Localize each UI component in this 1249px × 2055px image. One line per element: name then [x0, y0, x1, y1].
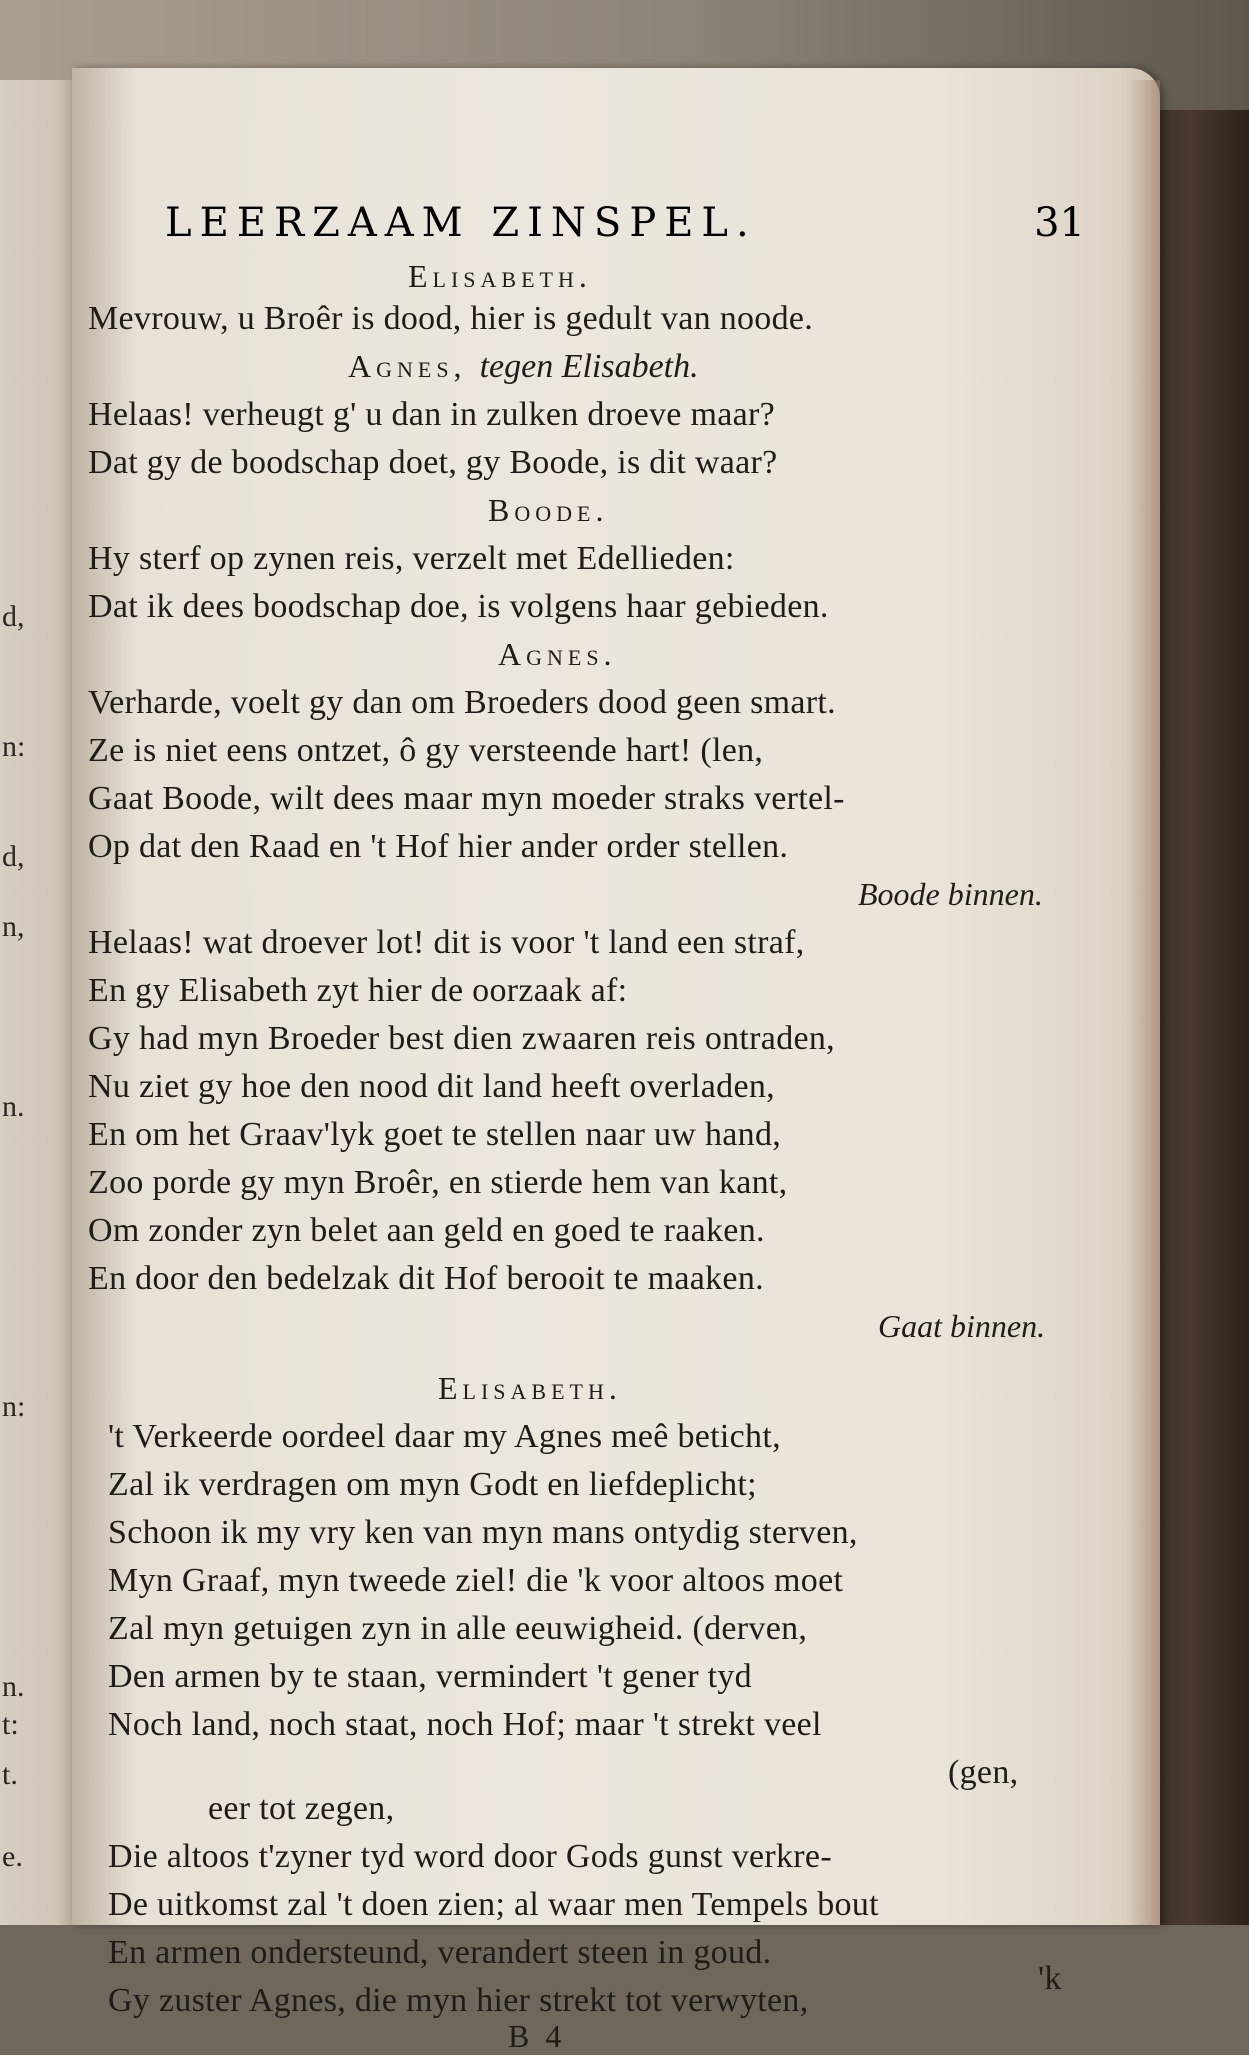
verse-line: Gy zuster Agnes, die myn hier strekt tot verwyten, — [108, 1982, 809, 2019]
verse-line: Den armen by te staan, vermindert 't gener tyd — [108, 1658, 752, 1695]
left-page-fragment: n: — [2, 730, 26, 763]
left-page-fragment: n. — [2, 1090, 25, 1123]
verse-line: Hy sterf op zynen reis, verzelt met Edellieden: — [88, 540, 735, 577]
verse-line: Dat ik dees boodschap doe, is volgens haar gebieden. — [88, 588, 829, 625]
page-number: 31 — [1034, 200, 1085, 246]
verse-line: En door den bedelzak dit Hof berooit te maaken. — [88, 1260, 764, 1297]
verse-line: Gy had myn Broeder best dien zwaaren reis ontraden, — [88, 1020, 835, 1057]
verse-line: Dat gy de boodschap doet, gy Boode, is dit waar? — [88, 444, 778, 481]
stage-direction: Boode binnen. — [858, 876, 1043, 912]
speaker-heading — [348, 348, 699, 386]
verse-line: En gy Elisabeth zyt hier de oorzaak af: — [88, 972, 628, 1009]
verse-line: Mevrouw, u Broêr is dood, hier is gedult van noode. — [88, 300, 814, 337]
verse-line: En om het Graav'lyk goet te stellen naar uw hand, — [88, 1116, 782, 1153]
speaker-heading: Elisabeth. — [408, 258, 592, 294]
speaker-name: Agnes, — [348, 348, 467, 384]
verse-line: Noch land, noch staat, noch Hof; maar 't strekt veel — [108, 1706, 822, 1743]
stage-direction: tegen Elisabeth. — [479, 348, 699, 385]
left-page-fragment: n, — [2, 910, 25, 943]
left-page-fragment: d, — [2, 600, 25, 633]
verse-line: Zal myn getuigen zyn in alle eeuwigheid. (derven, — [108, 1610, 808, 1647]
verse-line: Ze is niet eens ontzet, ô gy versteende hart! (len, — [88, 732, 764, 769]
left-page-fragment: e. — [2, 1840, 23, 1873]
verse-line-continuation: (gen, — [948, 1754, 1019, 1791]
verse-line: Helaas! wat droever lot! dit is voor 't land een straf, — [88, 924, 805, 961]
speaker-heading: Agnes. — [498, 636, 617, 672]
verse-line: Zal ik verdragen om myn Godt en liefdeplicht; — [108, 1466, 757, 1503]
verse-line: Nu ziet gy hoe den nood dit land heeft overladen, — [88, 1068, 775, 1105]
verse-line: 't Verkeerde oordeel daar my Agnes meê beticht, — [108, 1418, 781, 1455]
left-page-fragment: t: — [2, 1708, 19, 1741]
verse-line: Verharde, voelt gy dan om Broeders dood geen smart. — [88, 684, 836, 721]
speaker-heading: Elisabeth. — [438, 1370, 622, 1406]
catchword: 'k — [1038, 1960, 1062, 1997]
verse-line: Om zonder zyn belet aan geld en goed te raaken. — [88, 1212, 765, 1249]
left-page-fragment: t. — [2, 1758, 18, 1791]
left-page-fragment: n. — [2, 1670, 25, 1703]
running-head: LEERZAAM ZINSPEL. — [165, 200, 757, 246]
book-cover — [1150, 110, 1249, 1925]
verse-line: Gaat Boode, wilt dees maar myn moeder straks vertel- — [88, 780, 845, 817]
left-page-fragment: d, — [2, 840, 25, 873]
verse-line: En armen ondersteund, verandert steen in goud. — [108, 1934, 772, 1971]
stage-direction: Gaat binnen. — [878, 1308, 1046, 1344]
verse-line: Die altoos t'zyner tyd word door Gods gunst verkre- — [108, 1838, 832, 1875]
verse-line: Myn Graaf, myn tweede ziel! die 'k voor altoos moet — [108, 1562, 844, 1599]
page-edge-shadow — [1130, 80, 1160, 1925]
verse-line: Zoo porde gy myn Broêr, en stierde hem van kant, — [88, 1164, 788, 1201]
signature-mark: B 4 — [508, 2018, 566, 2054]
verse-line: Helaas! verheugt g' u dan in zulken droeve maar? — [88, 396, 776, 433]
left-page-fragment: n: — [2, 1390, 26, 1423]
left-page — [0, 80, 80, 1925]
speaker-heading: Boode. — [488, 492, 609, 528]
verse-line: Schoon ik my vry ken van myn mans ontydig sterven, — [108, 1514, 858, 1551]
verse-line: Op dat den Raad en 't Hof hier ander order stellen. — [88, 828, 789, 865]
verse-line: De uitkomst zal 't doen zien; al waar men Tempels bout — [108, 1886, 879, 1923]
page-header — [95, 200, 1085, 250]
verse-line-continuation: eer tot zegen, — [208, 1790, 395, 1827]
